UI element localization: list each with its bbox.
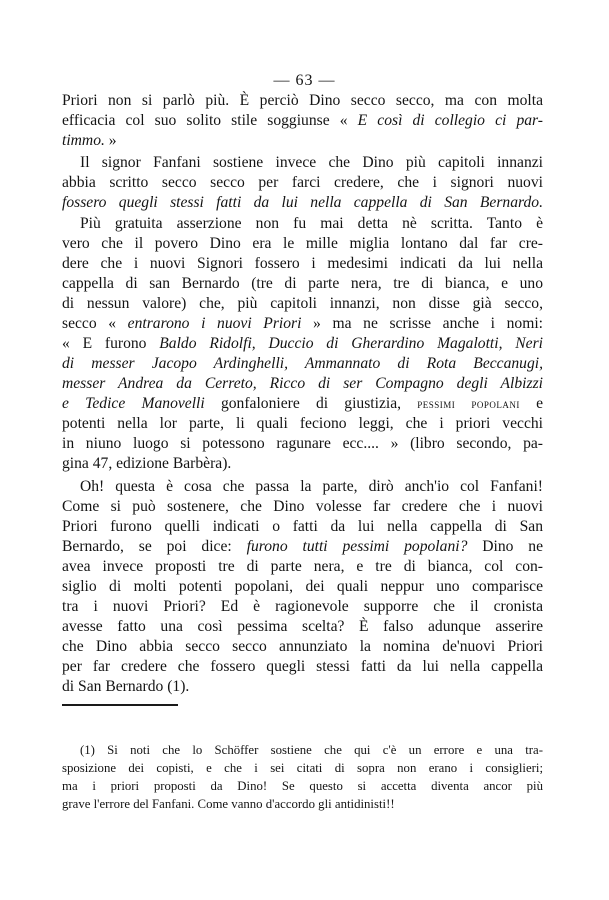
footnote-line: (1) Si noti che lo Schöffer sostiene che qui c'è un errore e una tra-: [80, 743, 543, 757]
text-line: Bernardo, se poi dice: furono tutti pessimi popolani? Dino ne: [62, 538, 544, 555]
text-line: avea invece proposti tre di parte nera, e tre di bianca, col con-: [62, 558, 543, 575]
italic-quote: timmo.: [62, 132, 105, 149]
text-line: per far credere che fossero quegli stessi fatti da lui nella cappella: [62, 658, 543, 675]
small-caps-phrase: pessimi popolani: [417, 396, 520, 411]
italic-quote: furono tutti pessimi popolani?: [246, 538, 468, 555]
footnote-line: ma i priori proposti da Dino! Se questo si accetta diventa ancor più: [62, 779, 543, 793]
italic-phrase: fossero quegli stessi fatti da lui nella cappella di San Bernardo.: [62, 194, 543, 211]
text-line: secco « entrarono i nuovi Priori » ma ne scrisse anche i nomi:: [62, 315, 543, 332]
text-line: [62, 354, 543, 374]
text-line: di San Bernardo (1).: [62, 678, 190, 695]
italic-quote: E così di collegio ci par-: [357, 112, 543, 129]
text-line: dere che i nuovi Signori fossero i medesimi indicati da lui nella: [62, 255, 543, 272]
footnote-line: sposizione dei copisti, e che i sei citati di sopra non erano i consiglieri;: [62, 761, 543, 775]
text-line: Priori furono quelli indicati o fatti da lui nella cappella di San: [62, 518, 543, 535]
paragraph-start: Il signor Fanfani sostiene invece che Dino più capitoli innanzi: [80, 154, 543, 171]
text-line: e Tedice Manovelli gonfaloniere di giustizia, pessimi popolani e: [62, 395, 543, 412]
footnote-divider: [62, 704, 178, 706]
text-line: Priori non si parlò più. È perciò Dino secco secco, ma con molta: [62, 92, 543, 109]
paragraph-start: Oh! questa è cosa che passa la parte, dirò anch'io col Fanfani!: [80, 478, 543, 495]
text-line: Come si può sostenere, che Dino volesse far credere che i nuovi: [62, 498, 543, 515]
text-line: in niuno luogo si potessono ragunare ecc.... » (libro secondo, pa-: [62, 435, 543, 452]
text-line: avesse fatto una così pessima scelta? È falso adunque asserire: [62, 618, 543, 635]
text-line: [62, 374, 543, 394]
text-line: che Dino abbia secco secco annunziato la nomina de'nuovi Priori: [62, 638, 543, 655]
italic-quote: entrarono i nuovi Priori: [127, 315, 302, 332]
paragraph-start: Più gratuita asserzione non fu mai detta nè scritta. Tanto è: [80, 215, 543, 232]
text-line: potenti nella lor parte, li quali feciono leggi, che i priori vecchi: [62, 415, 543, 432]
italic-names: Baldo Ridolfi, Duccio di Gherardino Magalotti, Neri: [159, 335, 543, 352]
text-line: vero che il povero Dino era le mille miglia lontano dal far cre-: [62, 235, 543, 252]
text-line: efficacia col suo solito stile soggiunse « E così di collegio ci par-: [62, 112, 543, 129]
text-line: timmo. »: [62, 132, 117, 149]
text-line: tra i nuovi Priori? Ed è ragionevole supporre che il cronista: [62, 598, 543, 615]
text-line: « E furono Baldo Ridolfi, Duccio di Gherardino Magalotti, Neri: [62, 335, 543, 352]
text-line: [62, 193, 543, 213]
italic-names: messer Andrea da Cerreto, Ricco di ser Compagno degli Albizzi: [62, 375, 543, 392]
italic-names: di messer Jacopo Ardinghelli, Ammannato di Rota Beccanugi,: [62, 355, 543, 372]
text-line: abbia scritto secco secco per farci credere, che i signori nuovi: [62, 174, 543, 191]
text-line: cappella di san Bernardo (tre di parte nera, tre di bianca, e uno: [62, 275, 543, 292]
text-line: gina 47, edizione Barbèra).: [62, 455, 232, 472]
italic-names: e Tedice Manovelli: [62, 395, 205, 412]
text-line: di nessun valore) che, più capitoli innanzi, non disse già secco,: [62, 295, 543, 312]
footnote-line: grave l'errore del Fanfani. Come vanno d'accordo gli antidinisti!!: [62, 797, 395, 811]
text-line: siglio di molti potenti popolani, dei quali neppur uno comparisce: [62, 578, 543, 595]
page-number: — 63 —: [273, 72, 336, 89]
